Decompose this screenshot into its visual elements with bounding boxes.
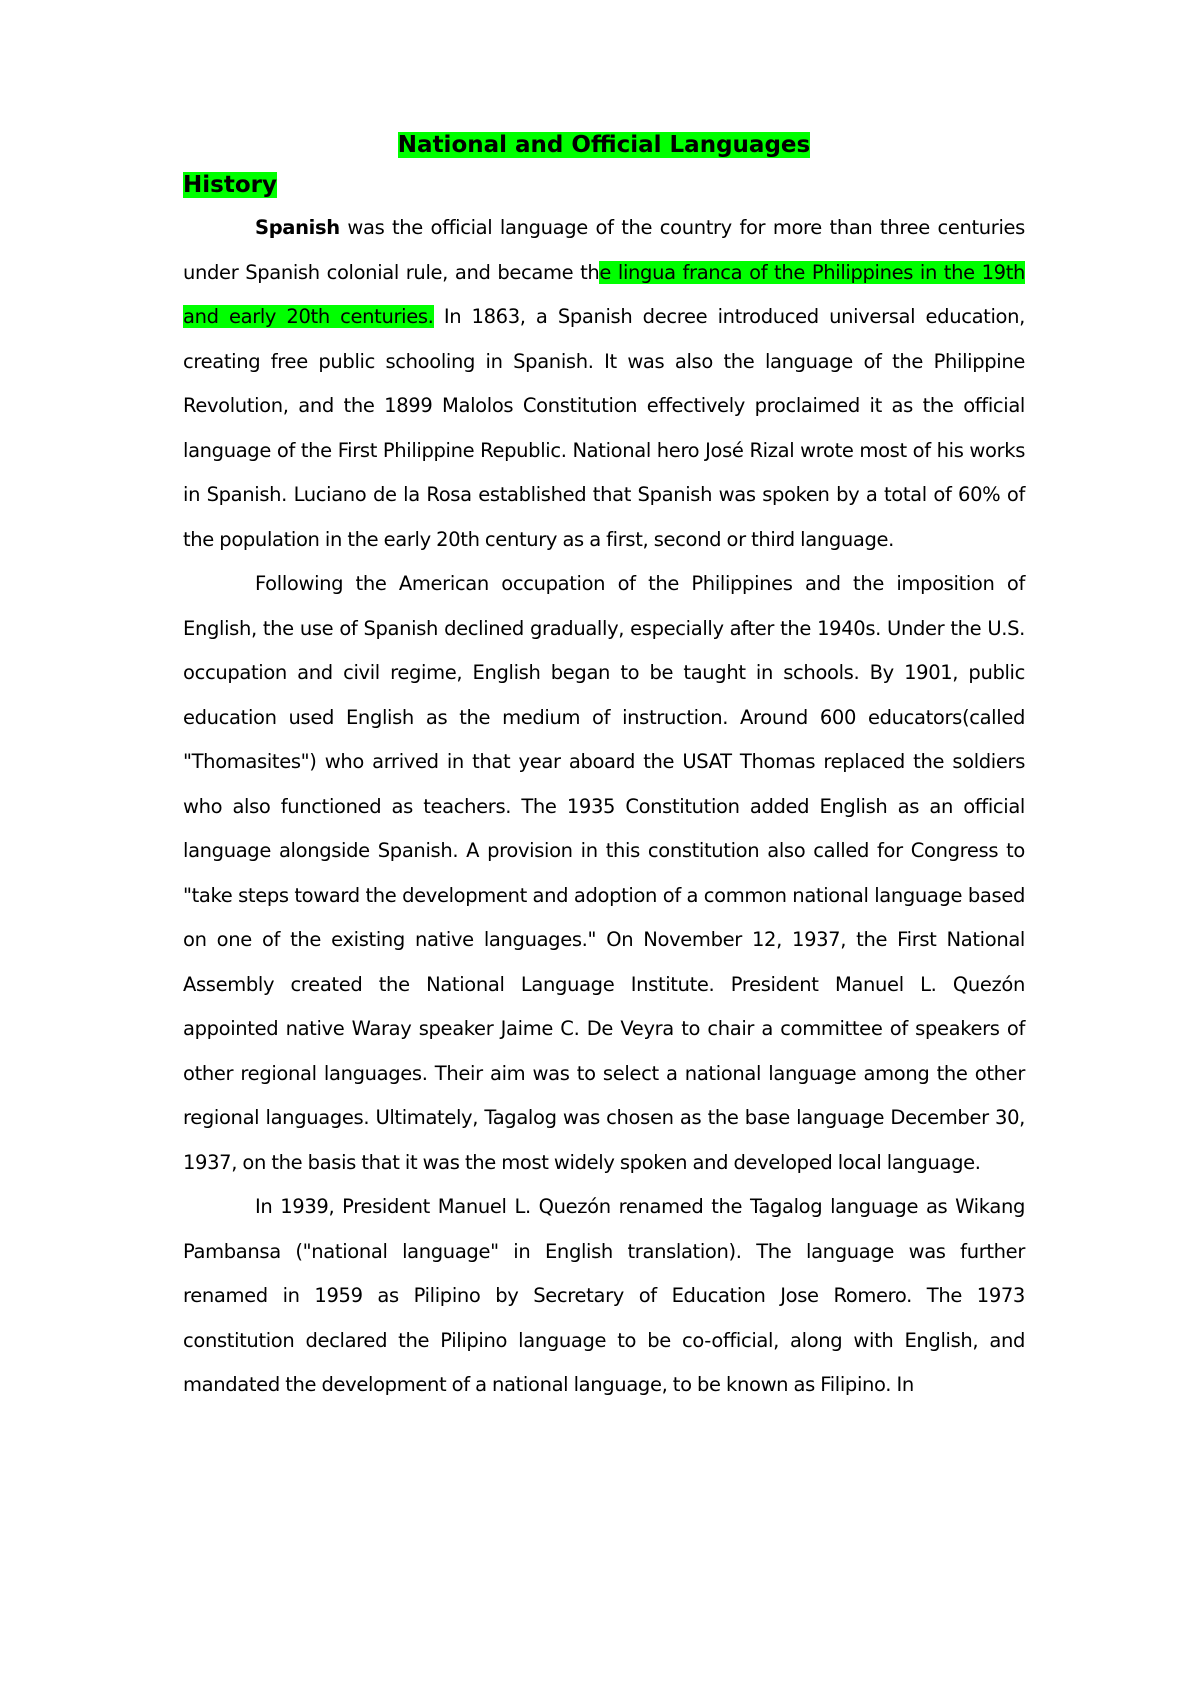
paragraph-3: In 1939, President Manuel L. Quezón renamed the Tagalog language as Wikang Pambansa ("national language" in English translation). The language was further renamed in 1959 as Pilipino by Secretary of Education Jose Romero. The 1973 constitution declared the Pilipino language to be co-official, along with English, and mandated the development of a national language, to be known as Filipino. In: [183, 1195, 1025, 1396]
section-heading-text: History: [183, 172, 277, 198]
paragraph-1-lead-bold: Spanish: [255, 216, 340, 239]
paragraph-1: [183, 206, 1025, 562]
document-page: [183, 128, 1025, 1408]
document-title-text: National and Official Languages: [397, 132, 811, 158]
paragraph-1-before-highlight: was the official language of the country for more than three centuries under Spanish colonial rule, and became th: [183, 216, 1025, 284]
paragraph-2: Following the American occupation of the Philippines and the imposition of English, the use of Spanish declined gradually, especially after the 1940s. Under the U.S. occupation and civil regime, English began to be taught in schools. By 1901, public education used English as the medium of instruction. Around 600 educators(called "Thomasites") who arrived in that year aboard the USAT Thomas replaced the soldiers who also functioned as teachers. The 1935 Constitution added English as an official language alongside Spanish. A provision in this constitution also called for Congress to "take steps toward the development and adoption of a common national language based on one of the existing native languages." On November 12, 1937, the First National Assembly created the National Language Institute. President Manuel L. Quezón appointed native Waray speaker Jaime C. De Veyra to chair a committee of speakers of other regional languages. Their aim was to select a national language among the other regional languages. Ultimately, Tagalog was chosen as the base language December 30, 1937, on the basis that it was the most widely spoken and developed local language.: [183, 572, 1025, 1174]
section-heading-history: [183, 168, 1025, 202]
document-title: [183, 128, 1025, 162]
paragraph-1-highlight: e lingua franca of the Philippines in the 19th and early 20th centuries.: [183, 260, 1025, 328]
paragraph-1-after-highlight: In 1863, a Spanish decree introduced universal education, creating free public schooling in Spanish. It was also the language of the Philippine Revolution, and the 1899 Malolos Constitution effectively proclaimed it as the official language of the First Philippine Republic. National hero José Rizal wrote most of his works in Spanish. Luciano de la Rosa established that Spanish was spoken by a total of 60% of the population in the early 20th century as a first, second or third language.: [183, 305, 1025, 551]
